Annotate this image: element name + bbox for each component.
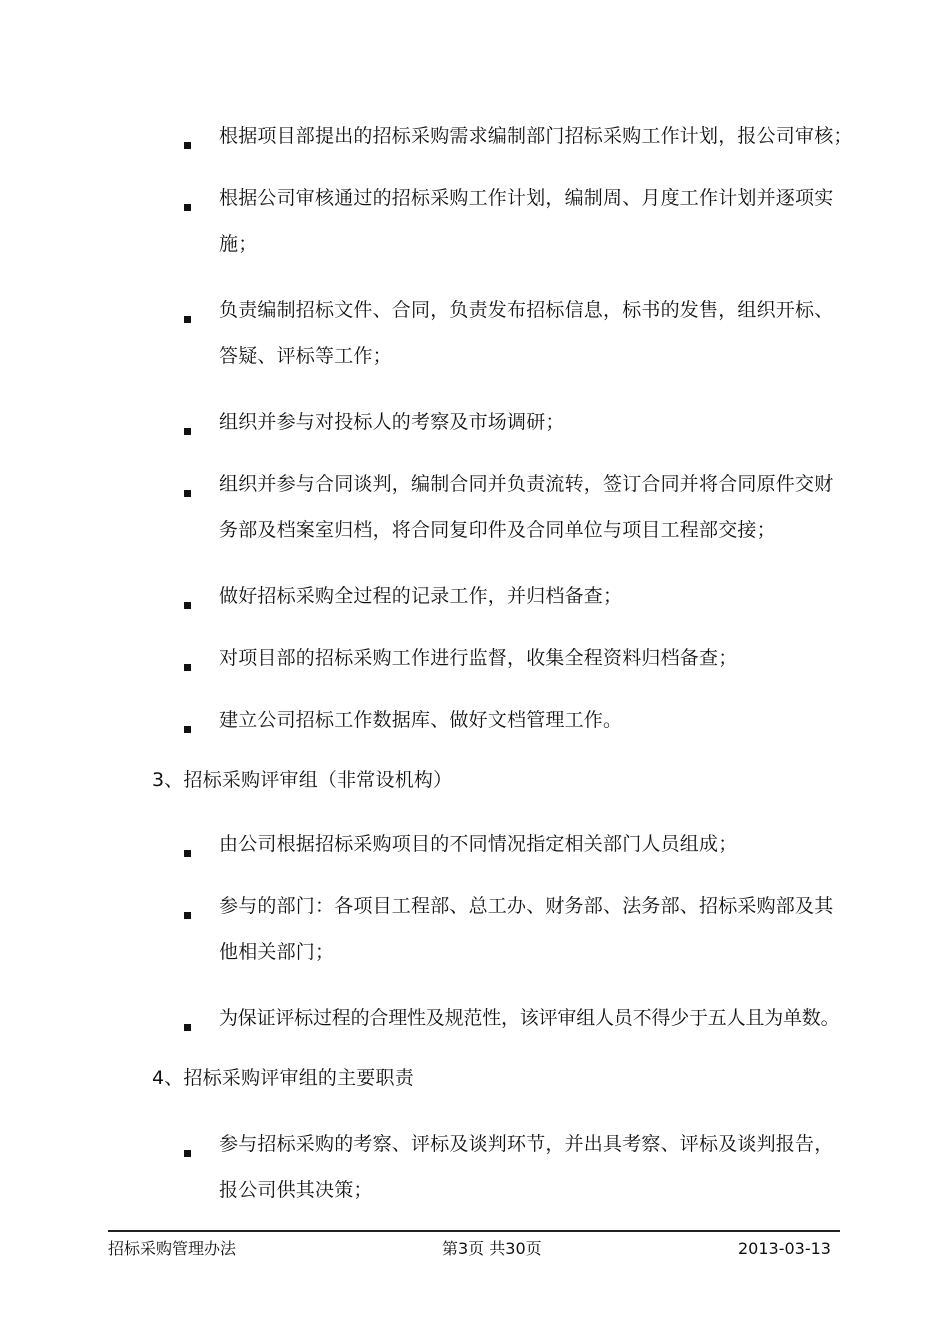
footer-divider: [108, 1230, 840, 1232]
bullet-icon: [184, 664, 191, 671]
list-item-line: 参与的部门：各项目工程部、总工办、财务部、法务部、招标采购部及其: [219, 895, 834, 917]
bullet-icon: [184, 316, 191, 323]
bullet-icon: [184, 1150, 191, 1157]
list-item-line: 对项目部的招标采购工作进行监督，收集全程资料归档备查；: [219, 647, 738, 669]
list-item-line: 参与招标采购的考察、评标及谈判环节，并出具考察、评标及谈判报告，: [219, 1133, 834, 1155]
list-item-line: 他相关部门；: [219, 941, 335, 963]
bullet-icon: [184, 204, 191, 211]
list-item-line: 报公司供其决策；: [219, 1179, 373, 1201]
bullet-icon: [184, 142, 191, 149]
footer-page-number: 第3页 共30页: [442, 1239, 542, 1258]
list-item-line: 由公司根据招标采购项目的不同情况指定相关部门人员组成；: [219, 833, 738, 855]
footer-date: 2013-03-13: [738, 1239, 831, 1258]
list-item-line: 组织并参与合同谈判，编制合同并负责流转，签订合同并将合同原件交财: [219, 473, 834, 495]
section-heading: 3、招标采购评审组（非常设机构）: [152, 769, 453, 791]
bullet-icon: [184, 1024, 191, 1031]
bullet-icon: [184, 912, 191, 919]
list-item-line: 答疑、评标等工作；: [219, 345, 392, 367]
list-item-line: 根据项目部提出的招标采购需求编制部门招标采购工作计划，报公司审核；: [219, 125, 853, 147]
list-item-line: 组织并参与对投标人的考察及市场调研；: [219, 411, 565, 433]
list-item-line: 建立公司招标工作数据库、做好文档管理工作。: [219, 709, 623, 731]
list-item-line: 施；: [219, 233, 258, 255]
bullet-icon: [184, 490, 191, 497]
list-item-line: 根据公司审核通过的招标采购工作计划，编制周、月度工作计划并逐项实: [219, 187, 834, 209]
bullet-icon: [184, 850, 191, 857]
bullet-icon: [184, 428, 191, 435]
list-item-line: 为保证评标过程的合理性及规范性，该评审组人员不得少于五人且为单数。: [219, 1007, 840, 1029]
list-item-line: 负责编制招标文件、合同，负责发布招标信息，标书的发售，组织开标、: [219, 299, 834, 321]
list-item-line: 做好招标采购全过程的记录工作，并归档备查；: [219, 585, 623, 607]
footer-document-title: 招标采购管理办法: [108, 1239, 237, 1258]
bullet-icon: [184, 602, 191, 609]
section-heading: 4、招标采购评审组的主要职责: [152, 1067, 414, 1089]
bullet-icon: [184, 726, 191, 733]
list-item-line: 务部及档案室归档，将合同复印件及合同单位与项目工程部交接；: [219, 519, 776, 541]
